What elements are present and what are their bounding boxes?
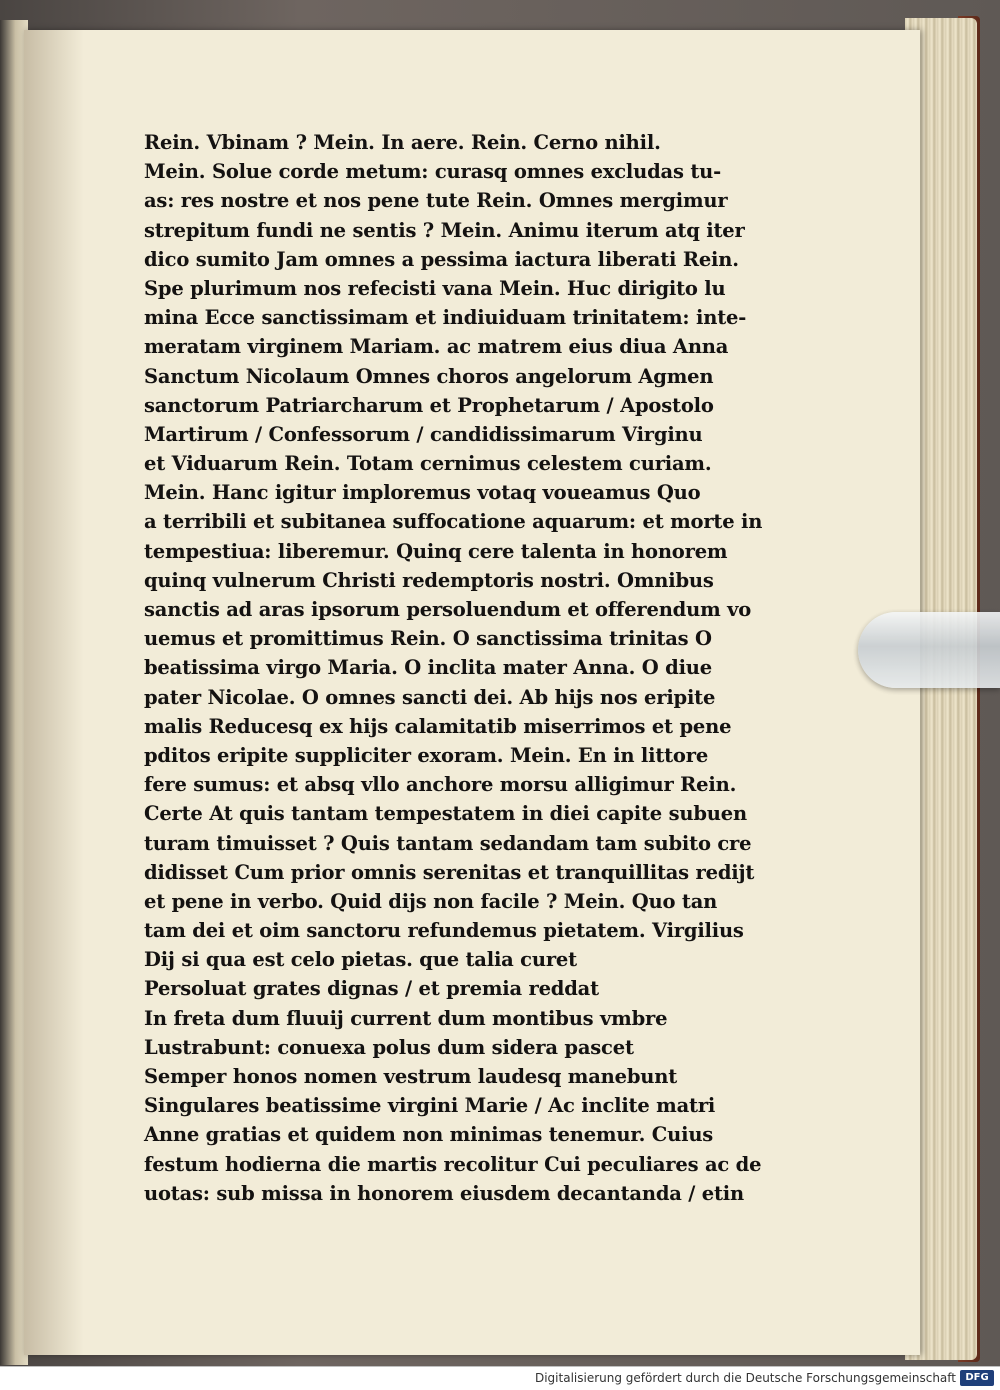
text-line: Semper honos nomen vestrum laudesq manebunt — [144, 1065, 678, 1088]
text-line: meratam virginem Mariam. ac matrem eius diua Anna — [144, 335, 729, 359]
text-line: Sanctum Nicolaum Omnes choros angelorum Agmen — [144, 364, 714, 388]
book-page — [24, 30, 920, 1355]
text-line: Certe At quis tantam tempestatem in diei capite subuen — [144, 802, 747, 826]
text-line: In freta dum fluuij current dum montibus vmbre — [144, 1006, 668, 1030]
text-line: uotas: sub missa in honorem eiusdem decantanda / etin — [144, 1181, 744, 1205]
text-line: et pene in verbo. Quid dijs non facile ? Mein. Quo tan — [144, 889, 718, 913]
text-line: as: res nostre et nos pene tute Rein. Omnes mergimur — [144, 189, 728, 213]
text-line: festum hodierna die martis recolitur Cui peculiares ac de — [144, 1152, 762, 1176]
text-line: Rein. Vbinam ? Mein. In aere. Rein. Cerno nihil. — [144, 131, 661, 154]
text-line: pditos eripite suppliciter exoram. Mein. En in littore — [144, 743, 709, 767]
text-line: Martirum / Confessorum / candidissimarum Virginu — [144, 422, 703, 446]
text-line: quinq vulnerum Christi redemptoris nostri. Omnibus — [144, 568, 714, 592]
text-line: turam timuisset ? Quis tantam sedandam tam subito cre — [144, 831, 752, 855]
text-line: et Viduarum Rein. Totam cernimus celestem curiam. — [144, 452, 712, 476]
text-line: sanctis ad aras ipsorum persoluendum et offerendum vo — [144, 598, 752, 621]
text-line: a terribili et subitanea suffocatione aquarum: et morte in — [144, 510, 763, 534]
dfg-logo: DFG — [960, 1370, 994, 1386]
text-line: Singulares beatissime virgini Marie / Ac inclite matri — [144, 1094, 716, 1118]
text-line: Spe plurimum nos refecisti vana Mein. Huc dirigito lu — [144, 276, 726, 300]
text-line: Mein. Hanc igitur imploremus votaq voueamus Quo — [144, 481, 701, 505]
text-line: strepitum fundi ne sentis ? Mein. Animu iterum atq iter — [144, 218, 745, 242]
footer-bar — [0, 1366, 1000, 1390]
page-clip — [858, 612, 1000, 688]
page-text-block — [144, 128, 804, 1208]
text-line: sanctorum Patriarcharum et Prophetarum / Apostolo — [144, 393, 714, 417]
text-line: fere sumus: et absq vllo anchore morsu alligimur Rein. — [144, 773, 737, 797]
text-line: Anne gratias et quidem non minimas tenemur. Cuius — [144, 1123, 714, 1147]
text-line: mina Ecce sanctissimam et indiuiduam trinitatem: inte- — [144, 306, 747, 330]
text-line: tempestiua: liberemur. Quinq cere talenta in honorem — [144, 539, 728, 563]
text-line: Dij si qua est celo pietas. que talia curet — [144, 948, 577, 972]
text-line: pater Nicolae. O omnes sancti dei. Ab hijs nos eripite — [144, 685, 716, 709]
text-line: beatissima virgo Maria. O inclita mater Anna. O diue — [144, 656, 712, 680]
text-line: Mein. Solue corde metum: curasq omnes excludas tu- — [144, 160, 722, 184]
text-line: tam dei et oim sanctoru refundemus pietatem. Virgilius — [144, 919, 744, 943]
text-line: Persoluat grates dignas / et premia reddat — [144, 977, 599, 1001]
gutter-shadow — [24, 30, 84, 1355]
text-line: dico sumito Jam omnes a pessima iactura liberati Rein. — [144, 247, 739, 271]
text-line: uemus et promittimus Rein. O sanctissima trinitas O — [144, 627, 712, 651]
text-line: Lustrabunt: conuexa polus dum sidera pascet — [144, 1035, 634, 1059]
footer-credit: Digitalisierung gefördert durch die Deutsche Forschungsgemeinschaft — [534, 1371, 956, 1385]
text-line: didisset Cum prior omnis serenitas et tranquillitas redijt — [144, 860, 755, 884]
text-line: malis Reducesq ex hijs calamitatib miserrimos et pene — [144, 714, 732, 738]
